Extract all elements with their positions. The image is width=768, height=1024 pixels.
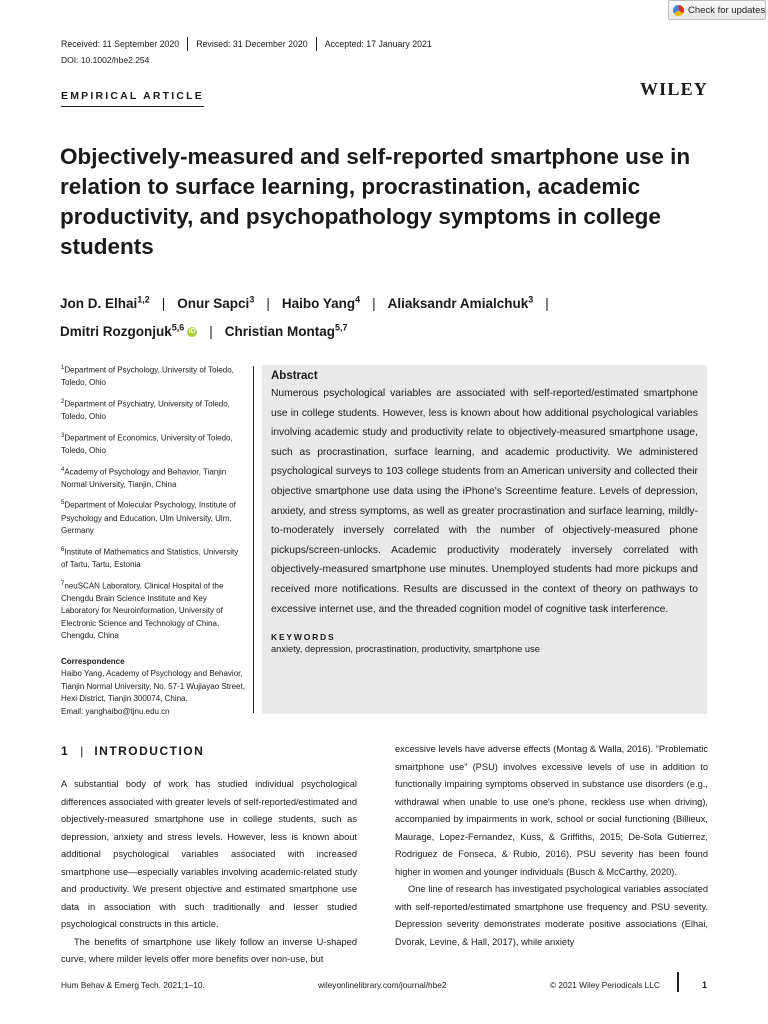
affiliation: $^4$Academy of Psychology and Behavior, Tianjin Normal University, Tianjin, China [61, 466, 227, 489]
history-dates [61, 37, 432, 51]
correspondence-email[interactable]: Email: yanghaibo@tjnu.edu.cn [61, 706, 170, 716]
affiliations [61, 362, 245, 718]
body-column-left [61, 776, 357, 969]
body-column-right [395, 741, 708, 951]
paragraph: The benefits of smartphone use likely follow an inverse U-shaped curve, where milder levels offer more benefits over non-use, but [61, 936, 357, 964]
author[interactable]: Aliaksandr Amialchuk$^3$ [387, 294, 534, 311]
abstract-text: Numerous psychological variables are associated with self-reported/estimated smartphone use in college students. However, less is known about how additional psychological variables involving academic study and productivity relate to objectively-measured smartphone usage, such as procrastination, surface learning, and academic productivity. We administered psychological surveys to 103 college students from an American university and collected their objective smartphone use data using the iPhone's Screentime feature. Levels of depression, anxiety, and stress symptoms, as well as greater procrastination and surface learning, mildly-to-moderately inversely correlated with the number of objectively-measured phone pickups/screen-unlocks. Academic productivity moderately inversely correlated with objectively-measured smartphone use minutes. Unemployed students had more pickups and received more notifications. Results are discussed in the context of theory on pathways to excessive internet use, and the threaded cognition model of cognitive task interference. [271, 388, 698, 615]
affiliation: $^7$neuSCAN Laboratory, Clinical Hospital of the Chengdu Brain Science Institute and Key Laboratory for Neuroinformation, University of Electronic Science and Technology of China, Chengdu, China [61, 580, 224, 641]
orcid-icon[interactable]: iD [188, 328, 196, 336]
crossmark-icon [673, 5, 684, 16]
abstract-heading: Abstract [271, 370, 318, 382]
paragraph: A substantial body of work has studied individual psychological differences associated with greater levels of self-reported/estimated and objectively-measured smartphone use in college students, such as depression, anxiety and stress levels. However, less is known about additional psychological variables associated with increased smartphone use—especially variables involving academic-related study and productivity. We present objective and estimated smartphone use data in association with such traditionally and lesser studied psychological constructs in this article. [61, 779, 357, 929]
date-divider [187, 37, 188, 51]
keywords: anxiety, depression, procrastination, productivity, smartphone use [271, 644, 540, 655]
affiliation: $^2$Department of Psychiatry, University of Toledo, Toledo, Ohio [61, 398, 230, 421]
article-type: EMPIRICAL ARTICLE [61, 90, 204, 107]
section-heading: 1 | INTRODUCTION [61, 744, 205, 758]
check-for-updates-label: Check for updates [688, 4, 766, 16]
author[interactable]: Onur Sapci$^3$ [177, 294, 255, 311]
check-for-updates-button[interactable] [668, 0, 766, 20]
author[interactable]: Dmitri Rozgonjuk$^{5,6}$ [60, 322, 185, 339]
keywords-heading: KEYWORDS [271, 632, 336, 643]
received-date: Received: 11 September 2020 [61, 39, 180, 49]
affiliation: $^3$Department of Economics, University of Toledo, Toledo, Ohio [61, 432, 233, 455]
author-list: Jon D. Elhai$^{1,2}$ | Onur Sapci$^3$ | Haibo Yang$^4$ | Aliaksandr Amialchuk$^3$ | Dmitri Rozgonjuk$^{5,6}$ iD | Christian Montag$^{5,7}$ [60, 294, 549, 339]
author[interactable]: Haibo Yang$^4$ [281, 294, 361, 311]
publisher-logo: WILEY [639, 79, 708, 99]
author[interactable]: Jon D. Elhai$^{1,2}$ [60, 294, 150, 311]
affiliation: $^5$Department of Molecular Psychology, Institute of Psychology and Education, Ulm University, Ulm, Germany [61, 500, 236, 536]
page-number: 1 [702, 980, 708, 990]
author[interactable]: Christian Montag$^{5,7}$ [224, 322, 348, 339]
affiliation: $^6$Institute of Mathematics and Statistics, University of Tartu, Tartu, Estonia [61, 546, 239, 569]
correspondence-heading: Correspondence [61, 656, 125, 666]
article-title: Objectively-measured and self-reported smartphone use in relation to surface learning, procrastination, academic productivity, and psychopathology symptoms in college students [60, 144, 691, 259]
journal-citation: Hum Behav & Emerg Tech. 2021;1–10. [61, 980, 205, 990]
journal-url[interactable]: wileyonlinelibrary.com/journal/hbe2 [318, 980, 447, 990]
column-divider [253, 366, 254, 713]
revised-date: Revised: 31 December 2020 [196, 39, 308, 49]
affiliation: $^1$Department of Psychology, University of Toledo, Toledo, Ohio [61, 365, 234, 388]
date-divider [316, 37, 317, 51]
accepted-date: Accepted: 17 January 2021 [324, 39, 432, 49]
doi[interactable]: DOI: 10.1002/hbe2.254 [61, 55, 150, 65]
paragraph: One line of research has investigated psychological variables associated with self-reported/estimated smartphone use frequency and PSU severity. Depression severity demonstrates moderate positive associations (Elhai, Dvorak, Levine, & Hall, 2017), while anxiety [395, 884, 708, 947]
paragraph: excessive levels have adverse effects (Montag & Walla, 2016). “Problematic smartphone use” (PSU) involves excessive levels of use in addition to functionally impairing symptoms observed in substance use disorders (e.g., withdrawal when unable to use one's phone, reckless use when driving), accompanied by impairments in work, school or social functioning (Billieux, Maurage, Lopez-Fernandez, Kuss, & Griffiths, 2015; De-Sola Gutierrez, Rodriguez de Fonseca, & Rubio, 2016). PSU severity has been found higher in women and younger individuals (Busch & McCarthy, 2020). [395, 744, 708, 877]
abstract-box [262, 365, 707, 714]
copyright: © 2021 Wiley Periodicals LLC [550, 980, 660, 990]
correspondence-address: Haibo Yang, Academy of Psychology and Behavior, Tianjin Normal University, No. 57-1 Wujiayao Street, Hexi District, Tianjin 300074, China. [61, 669, 245, 704]
footer-divider [677, 972, 679, 992]
